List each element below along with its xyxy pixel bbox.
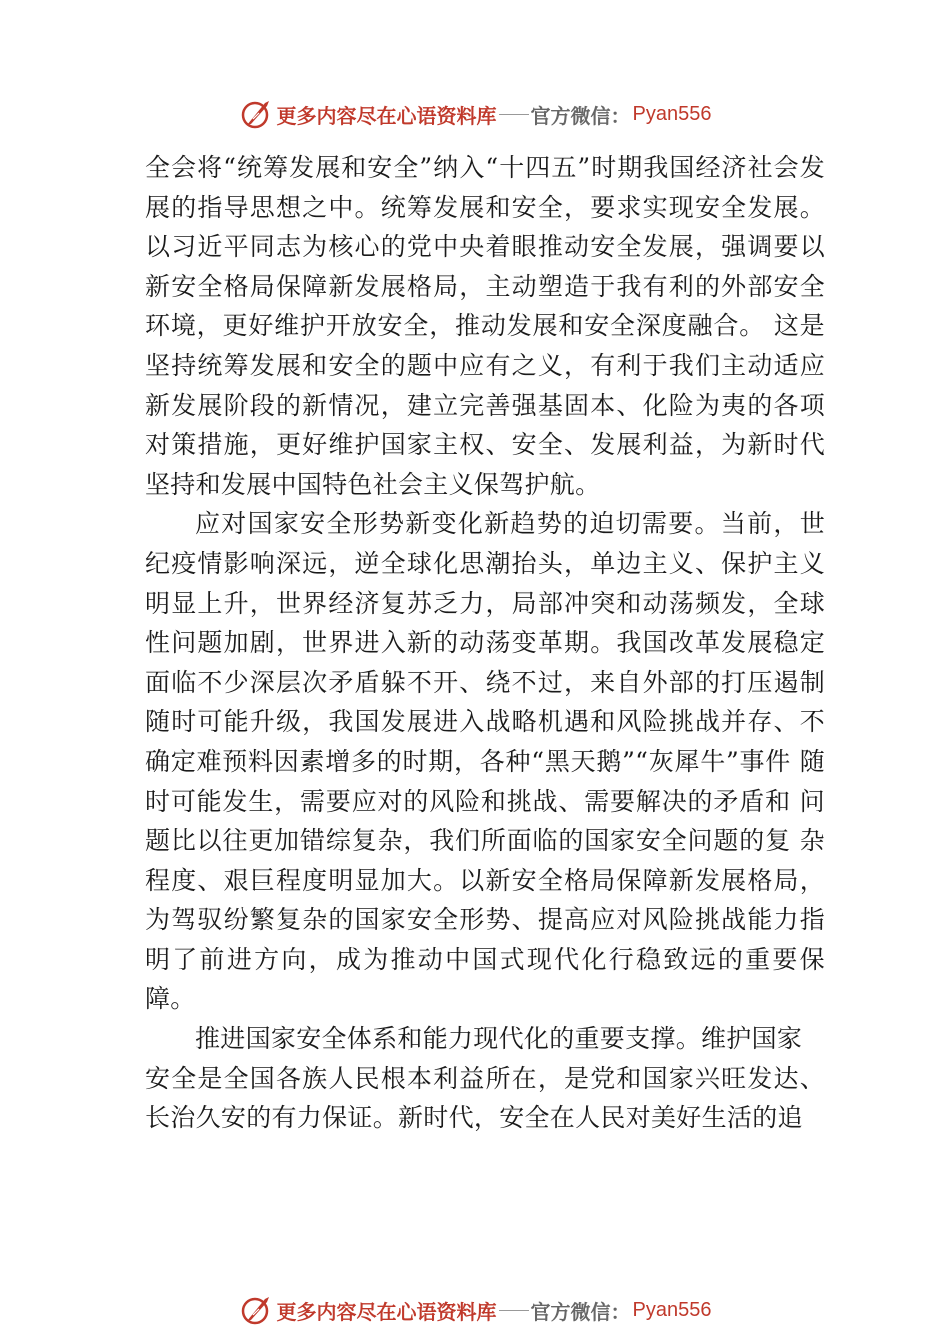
banner-site-text: 更多内容尽在心语资料库 bbox=[276, 103, 497, 128]
banner-official-label: 官方微信： bbox=[530, 103, 631, 128]
banner-wechat-id: Pyan556 bbox=[632, 102, 712, 125]
paragraph-4: 安全是全国各族人民根本利益所在，是党和国家兴旺发达、 长治久安的有力保证。新时代，安全在人民对美好生活的追 bbox=[145, 1063, 825, 1133]
document-body bbox=[145, 148, 825, 1138]
banner-wechat-id: Pyan556 bbox=[632, 1298, 712, 1321]
banner-dash bbox=[499, 1310, 529, 1311]
paragraph-2: 应对国家安全形势新变化新趋势的迫切需要。当前，世纪疫情影响深远，逆全球化思潮抬头，单边主义、保护主义明显上升，世界经济复苏乏力，局部冲突和动荡频发，全球性问题加剧，世界进入新的动荡变革期。我国改革发展稳定面临不少深层次矛盾躲不开、绕不过，来自外部的打压遏制 随时可能升级，我国发展进入战略机遇和风险挑战并存、不确定难预料因素增多的时期，各种“黑天鹅”“灰犀牛”事件 随时可能发生，需要应对的风险和挑战、需要解决的矛盾和 问题比以往更加错综复杂，我们所面临的国家安全问题的复 杂程度、艰巨程度明显加大。以新安全格局保障新发展格局， 为驾驭纷繁复杂的国家安全形势、提高应对风险挑战能力指 明了前进方向，成为推动中国式现代化行稳致远的重要保障。 bbox=[145, 509, 825, 1014]
footer-banner bbox=[0, 1290, 950, 1330]
banner-site-text: 更多内容尽在心语资料库 bbox=[276, 1299, 497, 1324]
paragraph-3: 推进国家安全体系和能力现代化的重要支撑。维护国家 bbox=[195, 1024, 803, 1054]
quill-pen-logo-icon bbox=[239, 97, 273, 131]
paragraph-1: 全会将“统筹发展和安全”纳入“十四五”时期我国经济社会发展的指导思想之中。统筹发展和安全，要求实现安全发展。以习近平同志为核心的党中央着眼推动安全发展，强调要以新安全格局保障新发展格局，主动塑造于我有利的外部安全环境，更好维护开放安全，推动发展和安全深度融合。 这是坚持统筹发展和安全的题中应有之义，有利于我们主动适应新发展阶段的新情况，建立完善强基固本、化险为夷的各项对策措施，更好维护国家主权、安全、发展利益，为新时代坚持和发展中国特色社会主义保驾护航。 bbox=[145, 153, 825, 499]
quill-pen-logo-icon bbox=[239, 1293, 273, 1327]
banner-dash bbox=[499, 114, 529, 115]
banner-official-label: 官方微信： bbox=[530, 1299, 631, 1324]
header-banner bbox=[0, 94, 950, 134]
